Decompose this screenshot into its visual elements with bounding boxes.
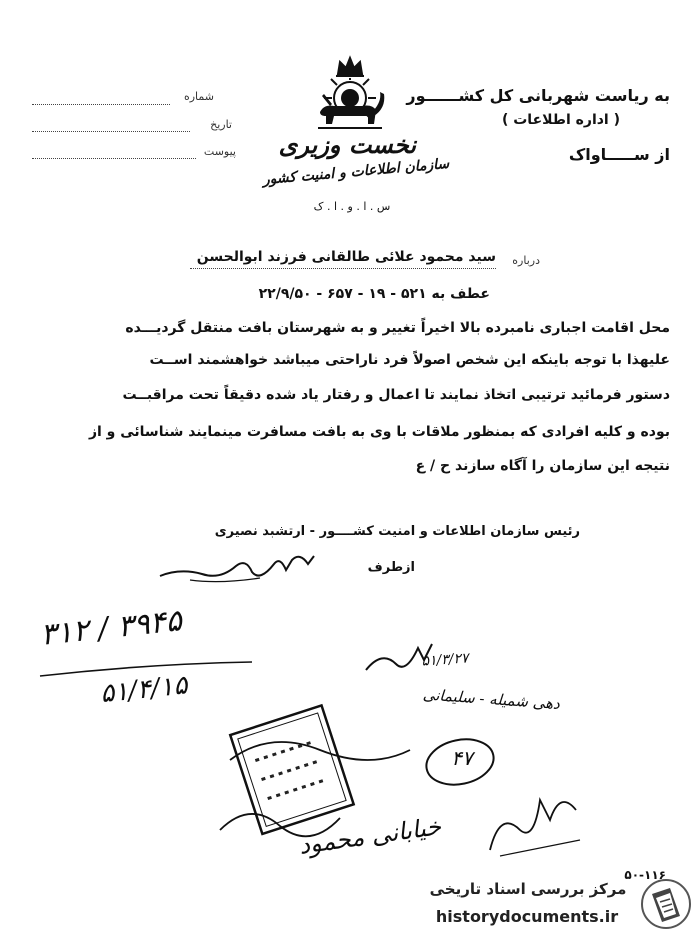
organization-code: س . ا . و . ا . ک — [313, 200, 391, 213]
date-field-line — [32, 131, 190, 132]
recipient-department: ( اداره اطلاعات ) — [501, 112, 620, 128]
attachment-field-label: پیوست — [203, 145, 236, 158]
note-scribble — [362, 640, 442, 680]
note-text: دهی شمیله - سلیمانی — [422, 685, 561, 713]
lion-and-sun-emblem — [310, 54, 390, 130]
archive-brand-name: مرکز بررسی اسناد تاریخی — [429, 880, 627, 898]
register-date: ۵۱/۴/۱۵ — [98, 670, 189, 710]
date-field-label: تاریخ — [210, 118, 232, 131]
subject-line — [190, 268, 496, 269]
reference-line: عطف به ۵۲۱ - ۱۹ - ۶۵۷ - ۲۲/۹/۵۰ — [258, 286, 490, 302]
signatory-title: رئیس سازمان اطلاعات و امنیت کشــــور - ارتشبد نصیری — [214, 524, 580, 539]
body-line: دستور فرمائید ترتیبی اتخاذ نمایند تا اعمال و رفتار یاد شده دقیقاً تحت مراقبــت — [122, 387, 670, 403]
register-underline — [36, 660, 256, 680]
circled-number: ۴۷ — [451, 746, 473, 770]
bottom-handwritten-note: خیابانی محمود — [297, 812, 443, 860]
body-line: محل اقامت اجباری نامبرده بالا اخیراً تغییر و به شهرستان بافت منتقل گردیـــده — [125, 320, 670, 336]
margin-date-scribble — [480, 770, 590, 860]
number-field-label: شماره — [183, 90, 214, 103]
organization-name: سازمان اطلاعات و امنیت کشور — [262, 155, 450, 189]
sender-line: از ســـــاواک — [568, 145, 670, 164]
body-line: علیهذا با توجه باینکه این شخص اصولاً فرد ناراحتی میباشد خواهشمند اســت — [149, 352, 670, 368]
attachment-field-line — [32, 158, 196, 159]
handwritten-signature — [150, 546, 330, 586]
recipient-line: به ریاست شهربانی کل کشــــــور — [406, 86, 670, 105]
register-number: ۳۱۲ / ۳۹۴۵ — [38, 603, 184, 653]
number-field-line — [32, 104, 170, 105]
body-line: بوده و کلیه افرادی که بمنظور ملاقات با وی به بافت مسافرت مینمایند شناسائی و از — [88, 424, 670, 440]
archive-website-url: historydocuments.ir — [435, 907, 619, 926]
archive-logo-icon — [640, 876, 692, 932]
subject-text: سید محمود علائی طالقانی فرزند ابوالحسن — [196, 249, 496, 265]
note-date: ۵۱/۳/۲۷ — [420, 650, 470, 670]
emblem-title: نخست وزیری — [278, 130, 416, 159]
on-behalf-label: ازطرف — [367, 560, 415, 575]
page-number: ۵۰-۱۱۶ — [624, 868, 666, 882]
body-line: نتیجه این سازمان را آگاه سازند ح / ع — [415, 458, 670, 474]
subject-label: درباره — [512, 254, 540, 267]
crown-icon — [336, 58, 364, 76]
